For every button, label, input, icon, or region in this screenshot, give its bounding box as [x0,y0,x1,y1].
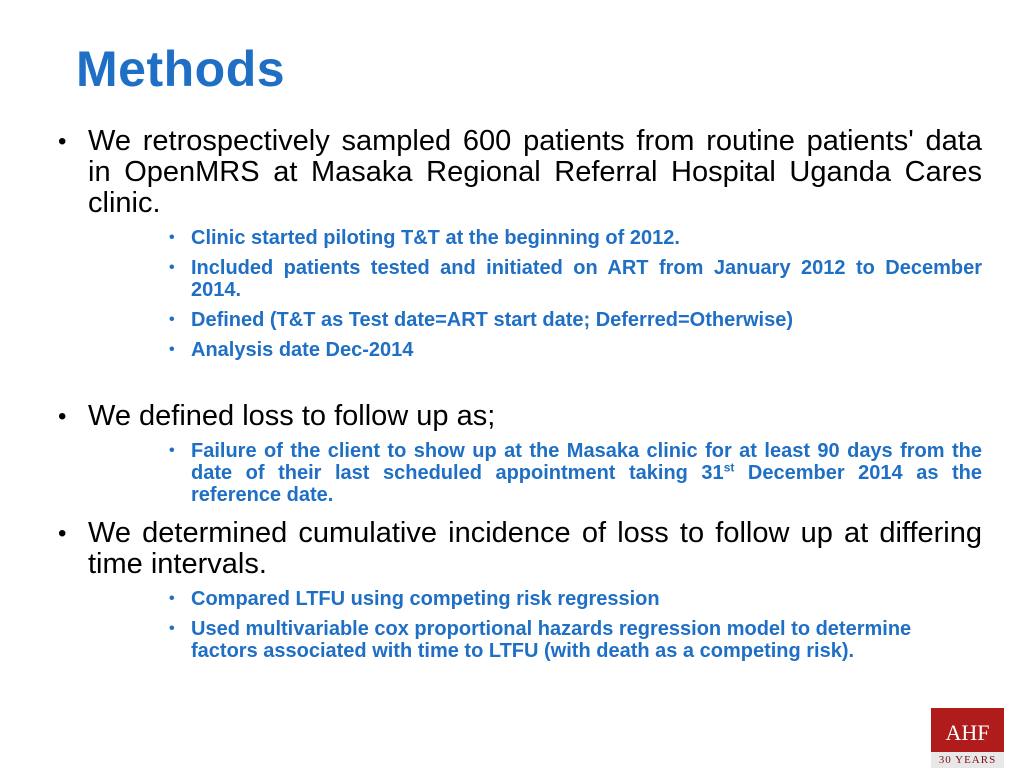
sub-bullet-text: Included patients tested and initiated on ART from January 2012 to December 2014. [191,257,982,301]
bullet-dot-icon: • [169,442,175,459]
sub-bullet-text-main: Failure of the client to show up at the Masaka clinic for at least 90 days from the date of their last scheduled appointment taking 31 [191,440,982,484]
bullet-dot-icon: • [58,520,67,547]
bullet-dot-icon: • [58,128,67,155]
sub-bullet-text: Defined (T&T as Test date=ART start date; Deferred=Otherwise) [191,309,793,331]
sub-bullet-text: Clinic started piloting T&T at the beginning of 2012. [191,227,680,249]
sub-bullet-definition [52,309,982,331]
bullet-cumulative-incidence [52,518,982,580]
sub-bullet-competing-risk [52,588,982,610]
sub-bullet-cox-model [52,618,982,662]
sub-bullet-text: Compared LTFU using competing risk regression [191,588,660,610]
bullet-dot-icon: • [169,590,175,607]
bullet-text: We determined cumulative incidence of loss to follow up at differing time intervals. [88,517,982,580]
logo-name: AHF [945,720,990,745]
ordinal-suffix: st [723,460,735,475]
sub-bullet-analysis-date [52,339,982,361]
bullet-dot-icon: • [169,311,175,328]
bullet-dot-icon: • [169,341,175,358]
bullet-ltfu-definition [52,401,982,432]
ahf-logo [931,708,1004,768]
bullet-dot-icon: • [169,620,175,637]
bullet-retrospective-sample [52,126,982,219]
slide-body [52,126,982,662]
sub-bullet-text: Used multivariable cox proportional hazards regression model to determine factors associated with time to LTFU (with death as a competing risk). [191,618,912,662]
logo-years: 30 YEARS [931,752,1004,768]
slide-title: Methods [76,41,286,97]
bullet-text: We defined loss to follow up as; [88,400,496,432]
sub-bullet-text [191,440,982,506]
sub-bullet-included-patients [52,257,982,301]
bullet-dot-icon: • [58,403,67,430]
sub-bullet-text: Analysis date Dec-2014 [191,339,414,361]
sub-bullet-text-tail: December 2014 as the reference date. [191,462,983,506]
sub-bullet-failure-definition [52,440,982,506]
sub-bullet-clinic-pilot [52,227,982,249]
bullet-dot-icon: • [169,259,175,276]
bullet-dot-icon: • [169,229,175,246]
bullet-text: We retrospectively sampled 600 patients from routine patients' data in OpenMRS at Masaka Regional Referral Hospital Uganda Cares clinic. [88,125,982,219]
